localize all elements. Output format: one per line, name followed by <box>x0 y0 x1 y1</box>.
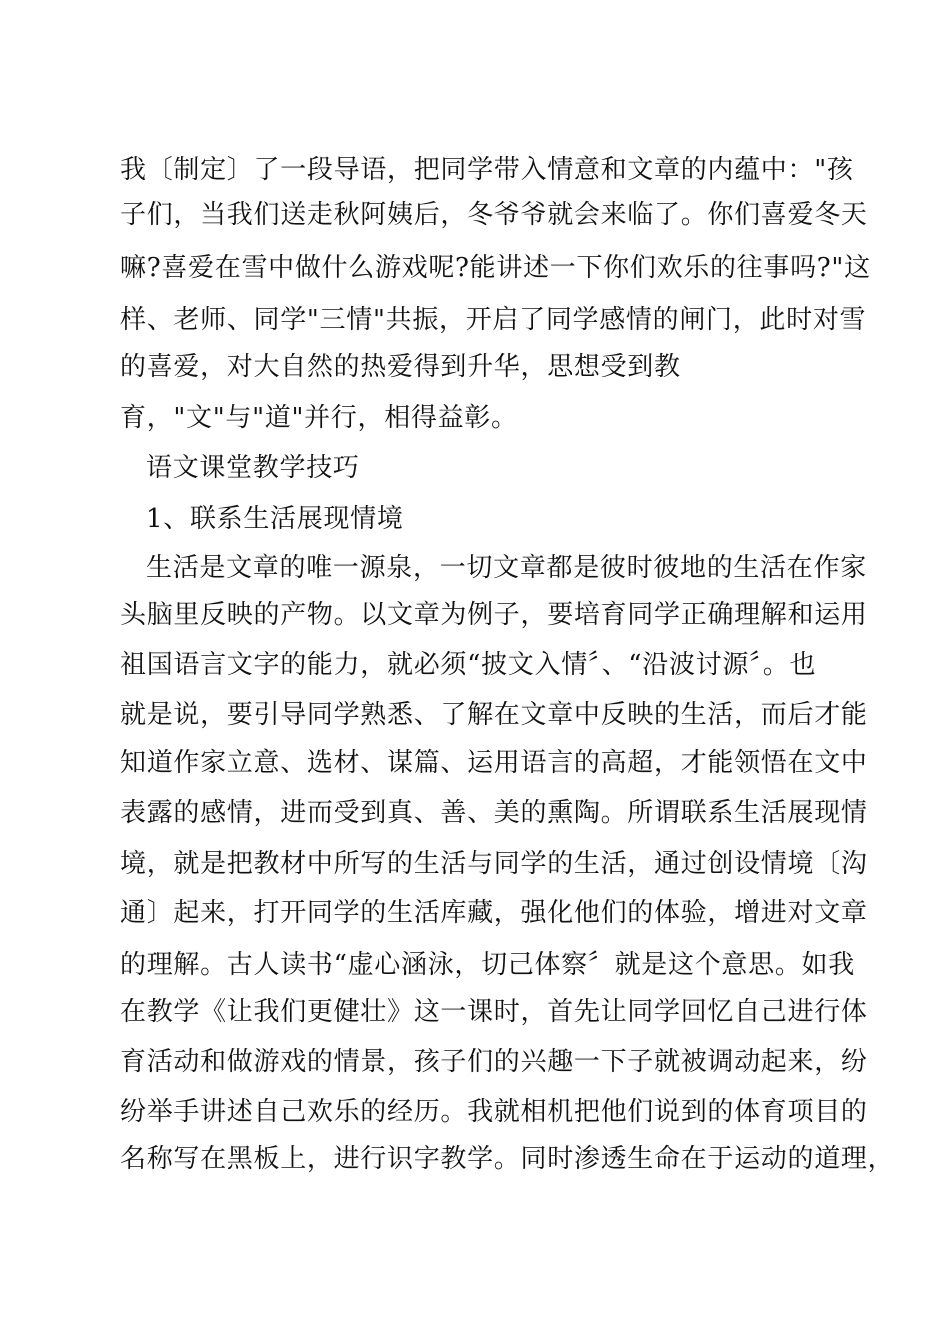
paragraph-line: 名称写在黑板上，进行识字教学。同时渗透生命在于运动的道理， <box>120 1144 895 1174</box>
paragraph-line: 的理解。古人读书“虚心涵泳，切己体察〞就是这个意思。如我 <box>120 950 855 980</box>
paragraph-line: 就是说，要引导同学熟悉、了解在文章中反映的生活，而后才能 <box>120 700 868 730</box>
paragraph-line: 育活动和做游戏的情景，孩子们的兴趣一下子就被调动起来，纷 <box>120 1047 868 1077</box>
paragraph-line: 样、老师、同学"三情"共振，开启了同学感情的闸门，此时对雪 <box>120 305 867 335</box>
paragraph-line: 子们，当我们送走秋阿姨后，冬爷爷就会来临了。你们喜爱冬天 <box>120 200 868 230</box>
paragraph-line: 生活是文章的唯一源泉，一切文章都是彼时彼地的生活在作家 <box>146 553 867 583</box>
paragraph-line: 境，就是把教材中所写的生活与同学的生活，通过创设情境〔沟 <box>120 849 868 879</box>
paragraph-line: 通〕起来，打开同学的生活库藏，强化他们的体验，增进对文章 <box>120 898 868 928</box>
paragraph-line: 我〔制定〕了一段导语，把同学带入情意和文章的内蕴中："孩 <box>120 155 854 185</box>
paragraph-line: 祖国语言文字的能力，就必须“披文入情〞、“沿波讨源〞。也 <box>120 650 817 680</box>
paragraph-line: 知道作家立意、选材、谋篇、运用语言的高超，才能领悟在文中 <box>120 748 868 778</box>
paragraph-line: 在教学《让我们更健壮》这一课时，首先让同学回忆自己进行体 <box>120 997 868 1027</box>
paragraph-line: 嘛?喜爱在雪中做什么游戏呢?能讲述一下你们欢乐的往事吗?"这 <box>120 253 871 283</box>
paragraph-line: 育，"文"与"道"并行，相得益彰。 <box>120 403 518 433</box>
paragraph-line: 的喜爱，对大自然的热爱得到升华，思想受到教 <box>120 352 681 382</box>
paragraph-line: 纷举手讲述自己欢乐的经历。我就相机把他们说到的体育项目的 <box>120 1097 868 1127</box>
subsection-heading: 1、联系生活展现情境 <box>146 504 404 534</box>
section-heading: 语文课堂教学技巧 <box>146 453 360 483</box>
paragraph-line: 头脑里反映的产物。以文章为例子，要培育同学正确理解和运用 <box>120 600 868 630</box>
paragraph-line: 表露的感情，进而受到真、善、美的熏陶。所谓联系生活展现情 <box>120 798 868 828</box>
